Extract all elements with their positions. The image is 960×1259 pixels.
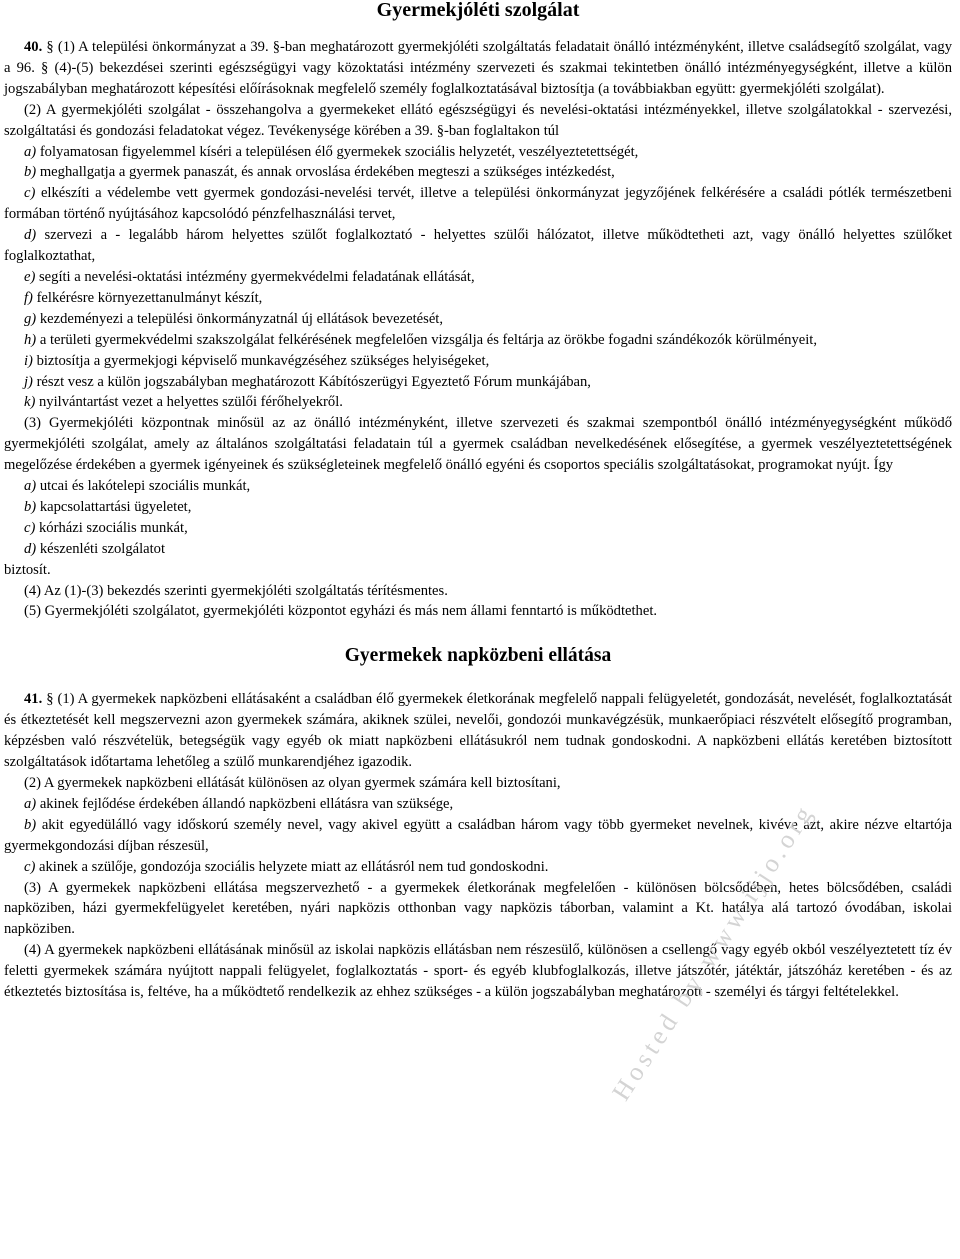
list-item [4,225,952,267]
list-item-text: elkészíti a védelembe vett gyermek gondozási-nevelési tervét, illetve a települési önkormányzat jegyzőjének felkérésére a családi pótlék természetbeni formában történő nyújtásához kapcsolódó pénzfelhasználási tervet, [4,185,952,223]
list-item-text: akinek fejlődése érdekében állandó napközbeni ellátásra van szüksége, [36,795,454,812]
section-heading-gyermekjoleti: Gyermekjóléti szolgálat [376,0,580,21]
list-item-letter: c) [24,858,36,875]
list-item [4,392,952,413]
list-item-letter: i) [24,352,33,369]
paragraph-40-2: (2) A gyermekjóléti szolgálat - összehangolva a gyermekeket ellátó egészségügyi és nevelési-oktatási intézményekkel, illetve szolgálatokkal - szervezési, szolgáltatási és gondozási feladatokat végez. Tevékenysége körében a 39. §-ban foglaltakon túl [4,101,952,139]
list-item-letter: k) [24,394,36,411]
list-item-letter: b) [24,164,37,181]
list-item-text: akit egyedülálló vagy időskorú személy nevel, vagy akivel együtt a családban három vagy több gyermeket nevelnek, kivéve azt, akire nézve eltartója gyermekgondozási díjban részesül, [4,816,952,854]
paragraph-text: § (1) A gyermekek napközbeni ellátásaként a családban élő gyermekek életkorának megfelelő nappali felügyeletét, gondozását, nevelését, foglalkoztatását és étkeztetését kell megszervezni azon gyermekek számára, akiknek szülei, nevelői, gondozói munkavégzésük, munkaerőpiaci részvételt elősegítő programban, képzésben való részvételük, betegségük vagy egyéb ok miatt napközbeni ellátásukról nem tudnak gondoskodni. A napközbeni ellátás keretében biztosított szolgáltatások időtartama lehetőleg a szülő munkarendjéhez igazodik. [4,691,952,771]
watermark: Hosted by www.ijjo.org [606,797,821,1106]
list-item [4,372,952,393]
list-item-text: akinek a szülője, gondozója szociális helyzete miatt az ellátásról nem tud gondoskodni. [35,858,549,875]
list-item-text: folyamatosan figyelemmel kíséri a településen élő gyermekek szociális helyzetét, veszélyeztetettségét, [36,143,639,160]
list-item-letter: a) [24,795,37,812]
list-item-letter: h) [24,331,37,348]
section-heading-napkozbeni: Gyermekek napközbeni ellátása [344,645,612,667]
list-item-letter: d) [24,540,37,557]
list-item [4,518,952,539]
list-item [4,497,952,518]
list-item [4,267,952,288]
list-item-letter: j) [24,373,33,390]
list-item-letter: f) [24,289,33,306]
list-item-text: meghallgatja a gyermek panaszát, és annak orvoslása érdekében megteszi a szükséges intézkedést, [36,164,615,181]
list-item-letter: a) [24,143,37,160]
list-item-text: felkérésre környezettanulmányt készít, [32,289,263,306]
list-item-letter: a) [24,478,37,495]
paragraph-40-5: (5) Gyermekjóléti szolgálatot, gyermekjóléti központot egyházi és más nem állami fenntartó is működtethet. [24,603,658,620]
list-item-letter: c) [24,519,36,536]
list-item [4,288,952,309]
list-item-text: kapcsolattartási ügyeletet, [36,498,192,515]
paragraph-41-4: (4) A gyermekek napközbeni ellátásának minősül az iskolai napközis ellátásban nem részesülő, különösen a csellengő vagy egyéb okból veszélyeztetett tíz év feletti gyermekek számára nyújtott nappali felügyelet, foglalkoztatás - sport- és egyéb klubfoglalkozás, illetve játszótér, játéktár, játszóház keretében - és az étkeztetés biztosítása is, feltéve, ha a működtető rendelkezik az ehhez szükséges - a külön jogszabályban meghatározott - személyi és tárgyi feltételekkel. [4,942,952,1001]
list-item [4,183,952,225]
list-item [4,539,952,560]
paragraph-41-2: (2) A gyermekek napközbeni ellátását különösen az olyan gyermek számára kell biztosítani, [24,775,561,791]
paragraph-40-4: (4) Az (1)-(3) bekezdés szerinti gyermekjóléti szolgáltatás térítésmentes. [24,582,448,599]
list-40-2 [4,142,952,414]
paragraph-40-1 [4,37,952,100]
list-item [4,309,952,330]
document-page [4,0,952,1003]
list-item [4,162,952,183]
list-item [4,351,952,372]
list-item [4,857,952,878]
list-item [4,142,952,163]
list-item-text: kezdeményezi a települési önkormányzatnál új ellátások bevezetését, [36,310,443,327]
list-item-letter: c) [24,185,36,202]
paragraph-text: § (1) A települési önkormányzat a 39. §-ban meghatározott gyermekjóléti szolgáltatás feladatait önálló intézményként, illetve családsegítő szolgálat, vagy a 96. § (4)-(5) bekezdései szerinti egészségügyi vagy közoktatási intézmény szervezeti és szakmai tekintetben önálló intézményegységként, illetve a külön jogszabályban meghatározott képesítési előírásoknak megfelelő személy foglalkoztatásával biztosítja (a továbbiakban együtt: gyermekjóléti szolgálat). [4,39,952,97]
list-item-letter: e) [24,268,36,285]
list-item-text: kórházi szociális munkát, [35,519,188,536]
list-item [4,476,952,497]
paragraph-41-3: (3) A gyermekek napközbeni ellátása megszervezhető - a gyermekek életkorának megfelelően - különösen bölcsődében, hetes bölcsődében, családi napköziben, házi gyermekfelügyelet keretében, nyári napközis otthonban vagy napközis táborban, valamint a Kt. hatálya alá tartozó óvodában, iskolai napköziben. [4,879,952,938]
list-item [4,330,952,351]
section-number: 41. [24,691,43,708]
section-number: 40. [24,39,43,55]
paragraph-40-3: (3) Gyermekjóléti központnak minősül az az önálló intézményként, illetve szervezeti és szakmai szempontból önálló intézményegységként működő gyermekjóléti szolgálat, amely az általános szolgáltatási feladatain túl a gyermek családban nevelkedésének elősegítése, a gyermek veszélyeztetettségének megelőzése érdekében a gyermek igényeinek és szükségleteinek megfelelő önálló egyéni és csoportos speciális szolgáltatásokat, programokat nyújt. Így [4,415,952,474]
paragraph-40-3-end: biztosít. [4,561,51,578]
list-item-letter: b) [24,498,37,515]
list-item-letter: b) [24,816,37,833]
list-item-text: szervezi a - legalább három helyettes szülőt foglalkoztató - helyettes szülői hálózatot, illetve működtetheti azt, vagy önálló helyettes szülőket foglalkoztathat, [4,227,952,265]
list-item-text: részt vesz a külön jogszabályban meghatározott Kábítószerügyi Egyeztető Fórum munkájában, [32,373,591,390]
list-item-text: a területi gyermekvédelmi szakszolgálat felkérésének megfelelően vizsgálja és feltárja az örökbe fogadni szándékozók körülményeit, [36,331,818,348]
list-item-letter: g) [24,310,37,327]
list-item-text: utcai és lakótelepi szociális munkát, [36,478,251,495]
list-item-text: biztosítja a gyermekjogi képviselő munkavégzéséhez szükséges helyiségeket, [32,352,490,369]
list-item-text: segíti a nevelési-oktatási intézmény gyermekvédelmi feladatának ellátását, [35,268,475,285]
paragraph-41-1 [4,689,952,773]
list-40-3 [4,476,952,560]
list-item-text: készenléti szolgálatot [36,540,166,557]
list-item-letter: d) [24,227,37,244]
list-item-text: nyilvántartást vezet a helyettes szülői férőhelyekről. [35,394,343,411]
